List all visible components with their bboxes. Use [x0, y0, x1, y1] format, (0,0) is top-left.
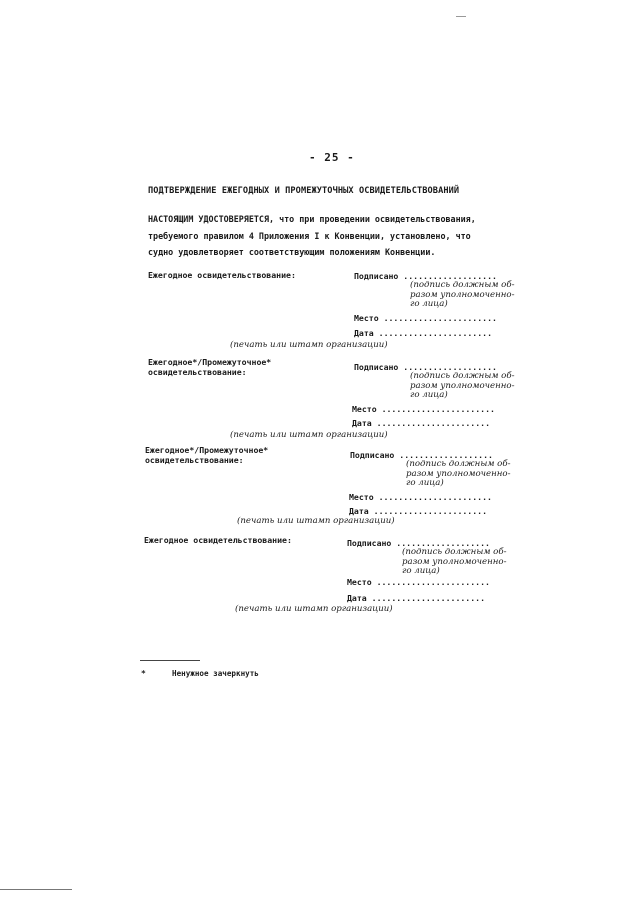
section-4-label: Ежегодное освидетельствование:	[144, 535, 292, 545]
section-3-date: Дата .......................	[349, 506, 488, 516]
page-number: - 25 -	[309, 151, 355, 164]
section-1-label: Ежегодное освидетельствование:	[148, 270, 296, 280]
section-4-stamp: (печать или штамп организации)	[235, 604, 393, 614]
scan-mark-bottom	[0, 889, 72, 890]
section-1-stamp: (печать или штамп организации)	[230, 340, 388, 350]
section-3-place: Место .......................	[349, 492, 492, 502]
scan-mark-top	[456, 16, 466, 17]
section-3-signed: Подписано ...................	[350, 450, 493, 460]
section-2-label: Ежегодное*/Промежуточное* освидетельствование:	[148, 357, 272, 377]
section-2-stamp: (печать или штамп организации)	[230, 430, 388, 440]
section-1-signed: Подписано ...................	[354, 271, 497, 281]
footnote-rule	[140, 660, 200, 661]
section-3-signature-note: (подпись должным об- разом уполномоченно- го лица)	[406, 459, 511, 489]
section-3-stamp: (печать или штамп организации)	[237, 516, 395, 526]
section-2-signature-note: (подпись должным об- разом уполномоченно- го лица)	[410, 371, 515, 401]
section-1-date: Дата .......................	[354, 328, 493, 338]
section-4-signed: Подписано ...................	[347, 538, 490, 548]
section-4-date: Дата .......................	[347, 593, 486, 603]
section-2-date: Дата .......................	[352, 418, 491, 428]
section-4-signature-note: (подпись должным об- разом уполномоченно- го лица)	[402, 547, 507, 577]
section-1-place: Место .......................	[354, 313, 497, 323]
footnote-text: Ненужное зачеркнуть	[172, 669, 259, 678]
section-1-signature-note: (подпись должным об- разом уполномоченно- го лица)	[410, 280, 515, 310]
section-2-signed: Подписано ...................	[354, 362, 497, 372]
footnote-mark: *	[141, 669, 146, 678]
section-3-label: Ежегодное*/Промежуточное* освидетельствование:	[145, 445, 269, 465]
intro-line-1: НАСТОЯЩИМ УДОСТОВЕРЯЕТСЯ, что при проведении освидетельствования,	[148, 214, 476, 224]
intro-line-2: требуемого правилом 4 Приложения I к Конвенции, установлено, что	[148, 231, 471, 241]
section-2-place: Место .......................	[352, 404, 495, 414]
section-4-place: Место .......................	[347, 577, 490, 587]
intro-line-3: судно удовлетворяет соответствующим положениям Конвенции.	[148, 247, 436, 257]
document-heading: ПОДТВЕРЖДЕНИЕ ЕЖЕГОДНЫХ И ПРОМЕЖУТОЧНЫХ ОСВИДЕТЕЛЬСТВОВАНИЙ	[148, 186, 460, 196]
